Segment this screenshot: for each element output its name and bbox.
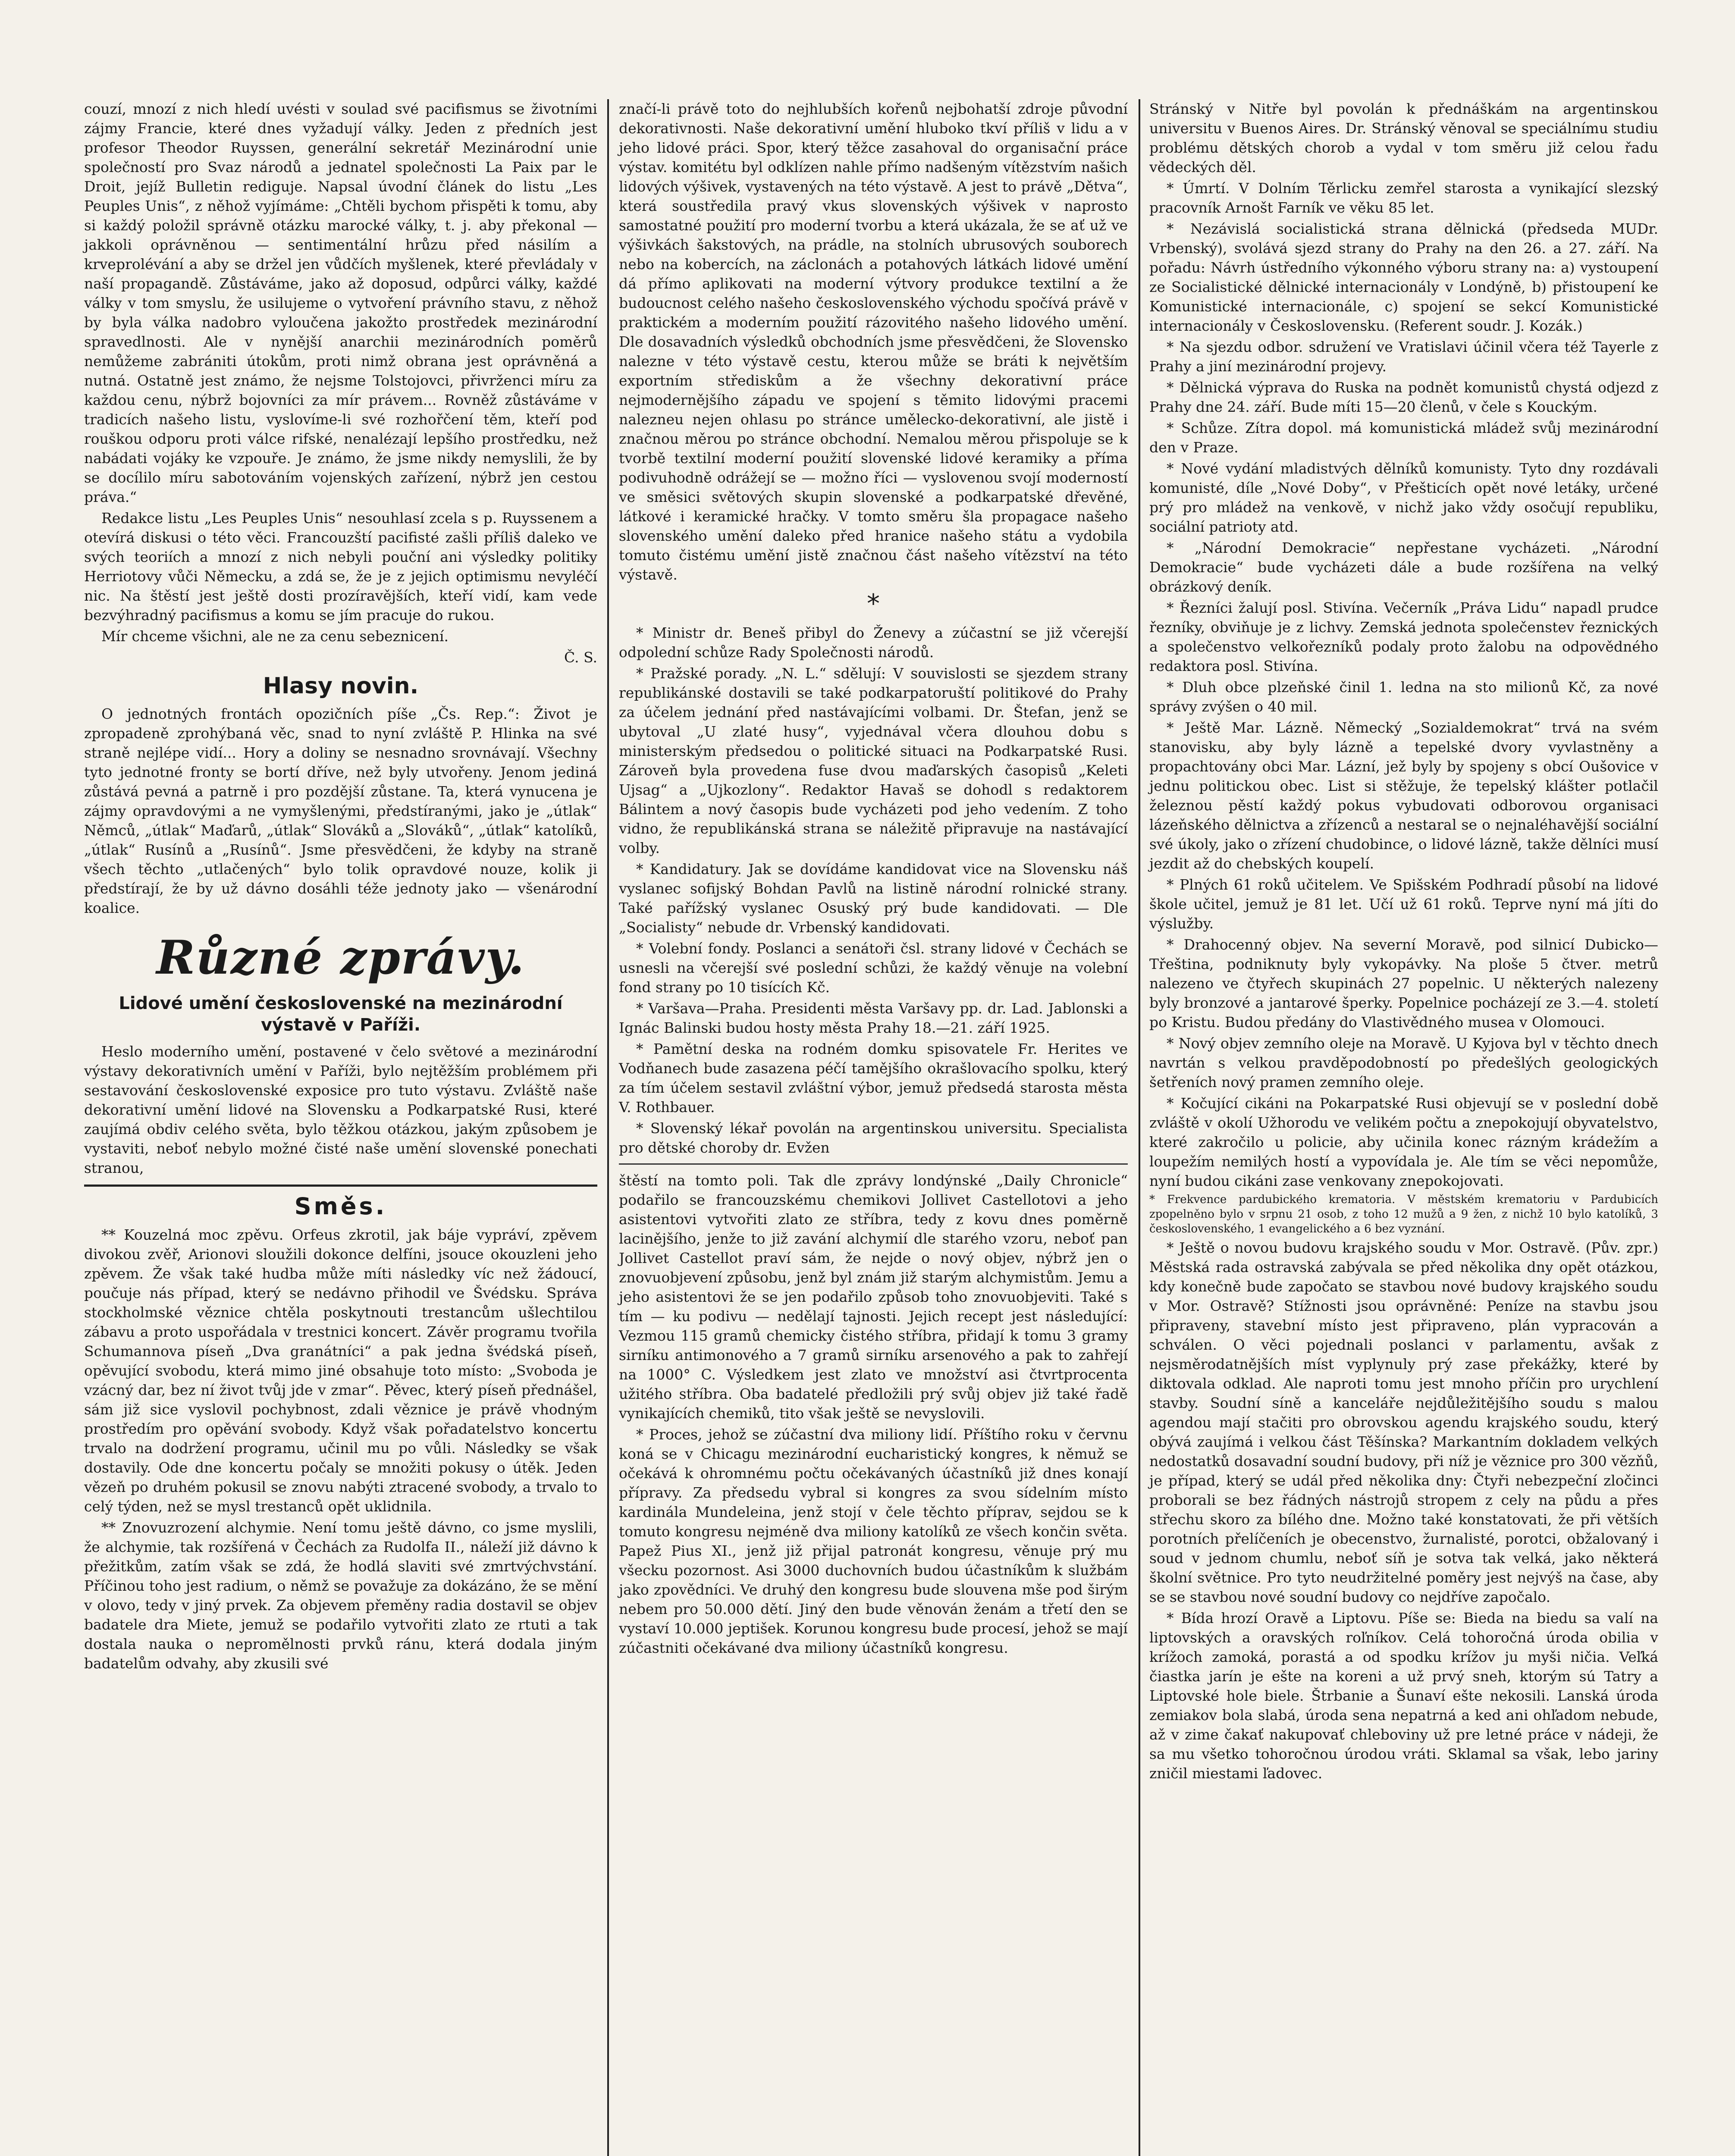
news-item: * Nezávislá socialistická strana dělnická (předseda MUDr. Vrbenský), svolává sjezd strany do Prahy na den 26. a 27. září. Na pořadu: Návrh ústředního výkonného výboru strany na: a) vystoupení ze Socialistické dělnické internacionály v Londýně, b) přistoupení ke Komunistické internacionále, c) spojení se sekcí Komunistické internacionály v Československu. (Referent soudr. J. Kozák.) — [1149, 220, 1658, 334]
news-item: * Ještě Mar. Lázně. Německý „Sozialdemokrat“ trvá na svém stanovisku, aby byly lázně a tepelské dvory vyvlastněny a propachtovány obci Mar. Lázní, jež byly by spojeny s obcí Oušovice v jednu politickou obec. List si stěžuje, že tepelský klášter potlačil železnou pěstí každý pokus vybudovati odborovou organisaci lázeňského dělnictva a zřízenců a nestaral se o nejnaléhavější sociální své úkoly, jako o zřízení chudobince, o lidové lázně, takže dělníci musí jezdit až do chebských koupelí. — [1149, 719, 1658, 872]
article-continuation: couzí, mnozí z nich hledí uvésti v soulad své pacifismus se životními zájmy Francie, které dnes vyžadují války. Jeden z předních jest profesor Theodor Ruyssen, generální sekretář Mezinárodní unie společností pro Svaz národů a jednatel společnosti La Paix par le Droit, jejíž Bulletin rediguje. Napsal úvodní článek do listu „Les Peuples Unis“, z něhož vyjímáme: „Chtěli bychom přispěti k tomu, aby si každý položil správně otázku marocké války, t. j. aby překonal — jakkoli oprávněnou — sentimentální hrůzu před násilím a krveprolévání a aby se držel jen vůdčích myšlenek, které převládaly v naší propagandě. Zůstáváme, jako až doposud, odpůrci války, každé války v tom smyslu, že usilujeme o vytvoření právního stavu, z něhož by byla válka nadobro vyloučena jakožto prostředek mezinárodní spravedlnosti. Ale v nynější anarchii mezinárodních poměrů nemůžeme zabrániti útokům, proti nimž obrana jest oprávněná a nutná. Ostatně jest známo, že nejsme Tolstojovci, přivrženci míru za každou cenu, nýbrž bojovníci za mír právem... Rovněž zůstáváme v tradicích našeho listu, vyslovíme-li své rozhořčení těm, kteří pod rouškou odporu proti válce rifské, nenalézají lepšího prostředku, než nabádati vojáky ke vzpouře. Je známo, že jsme nikdy nemyslili, že by se docílilo míru sabotováním vojenských zařízení, nýbrž jen cestou práva.“ — [84, 100, 597, 505]
section-divider — [84, 1185, 597, 1187]
news-item: * Ministr dr. Beneš přibyl do Ženevy a zúčastní se již včerejší odpolední schůze Rady Společnosti národů. — [619, 624, 1128, 661]
article-paragraph: ** Kouzelná moc zpěvu. Orfeus zkrotil, jak báje vypráví, zpěvem divokou zvěř, Arionovi sloužili dokonce delfíni, jsouce okouzleni jeho zpěvem. Že však také hudba může míti následky víc než žádoucí, poučuje nás případ, který se nedávno přihodil ve Švédsku. Správa stockholmské věznice chtěla poskytnouti trestancům ušlechtilou zábavu a proto uspořádala v trestnici koncert. Závěr programu tvořila Schumannova píseň „Dva granátníci“ a pak jedna švédská píseň, opěvující svobodu, která mimo jiné obsahuje toto místo: „Svoboda je vzácný dar, bez ní život tvůj jde v zmar“. Pěvec, který píseň přednášel, sám již sice vyslovil pochybnost, zdali věznice je právě vhodným prostředím pro opěvání svobody. Když však pořadatelstvo koncertu trvalo na dodržení programu, učinil mu po vůli. Následky se však dostavily. Ode dne koncertu počaly se množiti pokusy o útěk. Jeden vězeň po druhém pokusil se znovu nabýti ztracené svobody, a trvalo to celý týden, než se mysl trestanců opět uklidnila. — [84, 1226, 597, 1515]
news-item: * Na sjezdu odbor. sdružení ve Vratislavi účinil včera též Tayerle z Prahy a jiní mezinárodní projevy. — [1149, 338, 1658, 375]
article-paragraph: Mír chceme všichni, ale ne za cenu sebeznicení. — [101, 628, 449, 645]
article-paragraph: ** Znovuzrození alchymie. Není tomu ještě dávno, co jsme myslili, že alchymie, tak rozšířená v Čechách za Rudolfa II., náleží již dávno k přežitkům, zatím však se zdá, že hodlá slaviti své zmrtvýchvstání. Příčinou toho jest radium, o němž se považuje za dokázáno, že se mění v olovo, tedy v jiný prvek. Za objevem přeměny radia dostavil se objev badatele dra Miete, jemuž se podařilo vytvořiti zlato ze rtuti a tak dostala nauka o nepromělnosti prvků ránu, která dodala jiným badatelům odvahy, aby zkusili své — [84, 1519, 597, 1672]
section-title-smes: Směs. — [294, 1193, 387, 1220]
column-divider — [1139, 99, 1140, 2156]
column-divider — [607, 99, 609, 2156]
news-item: * Úmrtí. V Dolním Těrlicku zemřel starosta a vynikající slezský pracovník Arnošt Farník ve věku 85 let. — [1149, 180, 1658, 216]
news-item: * Pamětní deska na rodném domku spisovatele Fr. Herites ve Vodňanech bude zasazena péčí tamějšího okrašlovacího spolku, který za tím účelem sestavil zvláštní výbor, jemuž předsedá starosta města V. Rothbauer. — [619, 1040, 1128, 1116]
news-item-small: * Frekvence pardubického krematoria. V městském krematoriu v Pardubicích zpopelněno bylo v srpnu 21 osob, z toho 12 mužů a 9 žen, z nichž 10 bylo katolíků, 3 československého, 1 evangelického a 6 bez vyznání. — [1149, 1193, 1658, 1235]
article-signature: Č. S. — [564, 649, 597, 666]
news-item: * Řezníci žalují posl. Stivína. Večerník „Práva Lidu“ napadl prudce řezníky, obviňuje je z lichvy. Zemská jednota společenstev řeznických a společenstvo velkořezníků podaly proto žalobu na odpovědného redaktora posl. Stivína. — [1149, 599, 1658, 674]
section-title-hlasy-novin: Hlasy novin. — [263, 673, 419, 699]
news-item: * „Národní Demokracie“ nepřestane vycházeti. „Národní Demokracie“ bude vycházeti dále a bude rozšířena na velký obrázkový deník. — [1149, 539, 1658, 595]
column-1 — [84, 99, 597, 1675]
article-paragraph: Heslo moderního umění, postavené v čelo světové a mezinárodní výstavy dekorativních umění v Paříži, bylo nejtěžším problémem při sestavování československé exposice pro tuto výstavu. Zvláště naše dekorativní umění lidové na Slovensku a Podkarpatské Rusi, které zaujímá obdiv celého světa, bylo těžkou otázkou, jakým způsobem je vystaviti, neboť nebylo možné čisté naše umění slovenské ponechati stranou, — [84, 1043, 597, 1176]
news-item: * Dluh obce plzeňské činil 1. ledna na sto milionů Kč, za nové správy zvýšen o 40 mil. — [1149, 679, 1658, 715]
news-item: * Plných 61 roků učitelem. Ve Spišském Podhradí působí na lidové škole učitel, jemuž je 81 let. Učí už 61 roků. Teprve nyní má jíti do výslužby. — [1149, 876, 1658, 932]
article-paragraph: O jednotných frontách opozičních píše „Čs. Rep.“: Život je zpropadeně zprohýbaná věc, snad to nyní zvláště P. Hlinka na své straně nejlépe vidí... Hory a doliny se nesnadno srovnávají. Všechny tyto jednotné fronty se bortí dříve, než byly utvořeny. Jenom jediná zůstává pevná a patrně i pro pozdější zůstane. Ta, která vynucena je zájmy opravdovými a ne vymyšlenými, předstíranými, jako je „útlak“ Němců, „útlak“ Maďarů, „útlak“ Slováků a „Slováků“, „útlak“ katolíků, „útlak“ Rusínů a „Rusínů“. Jsme přesvědčeni, že kdyby na straně všech těchto „utlačených“ bylo tolik opravdové nouze, kolik ji předstírají, že by už dávno dosáhli téže jednoty jako — všenárodní koalice. — [84, 705, 597, 916]
news-item: * Ještě o novou budovu krajského soudu v Mor. Ostravě. (Pův. zpr.) Městská rada ostravská zabývala se před několika dny opět otázkou, kdy konečně bude započato se stavbou nové budovy krajského soudu v Mor. Ostravě? Stížnosti jsou oprávněné: Peníze na stavbu jsou připraveny, stavební místo jest připraveno, plán vypracován a schválen. O věci pojednali poslanci v parlamentu, avšak z nejsměrodatnějších míst vyplynuly prý zase překážky, které by diktovala odklad. Ale naproti tomu jest mnoho příčin pro urychlení stavby. Soudní síně a kanceláře nejdůležitějšího soudu s malou agendou mají stačiti pro obrovskou agendu krajského soudu, který obývá zaujímá i velkou část Těšínska? Markantním dokladem velkých nedostatků dosavadní soudní budovy, při níž je věznice pro 300 vězňů, je případ, který se udál před několika dny: Čtyři nebezpeční zločinci proborali se bez řádných nástrojů stropem z cely na půdu a přes střechu skoro za bílého dne. Možno také konstatovati, že při větších porotních přelíčeních je obecenstvo, žurnalisté, porotci, obžalovaný i soud v jednom chumlu, neboť síň je sotva tak velká, jako některá školní světnice. Pro tyto neudržitelné poměry jest nejvýš na čase, aby se se stavbou nové soudní budovy co nejdříve započalo. — [1149, 1239, 1658, 1605]
news-item: * Dělnická výprava do Ruska na podnět komunistů chystá odjezd z Prahy dne 24. září. Bude míti 15—20 členů, v čele s Kouckým. — [1149, 379, 1658, 415]
news-item: * Pražské porady. „N. L.“ sdělují: V souvislosti se sjezdem strany republikánské dostavili se také podkarpatoruští politikové do Prahy za účelem jednání před nastávajícími volbami. Dr. Štefan, jenž se ubytoval „U zlaté husy“, vyjednával včera dlouhou dobu s ministerským předsedou o politické situaci na Podkarpatské Rusi. Zároveň byla provedena fuse dvou maďarských časopisů „Keleti Ujsag“ a „Ujkozlony“. Redaktor Havaš se dohodl s redaktorem Bálintem a nový časopis bude vycházeti pod jeho vedením. Z toho vidno, že republikánská strana se náležitě připravuje na nastávající volby. — [619, 665, 1128, 856]
article-continuation: značí-li právě toto do nejhlubších kořenů nejbohatší zdroje původní dekorativnosti. Naše dekorativní umění hluboko tkví příliš v lidu a v jeho lidové práci. Spor, který těžce zasahoval do organisační práce výstav. komitétu byl odklízen nahle přímo nadšeným vítězstvím našich lidových výšivek, vystavených na této výstavě. A jest to právě „Dětva“, která soustředila pravý vkus slovenských výšivek v naprosto samostatné použití pro moderní tvorbu a která ukázala, že se ať už ve výšivkách šakstových, na prádle, na stolních ubrusových souborech nebo na kobercích, na záclonách a potahových látkách lidové umění dá přímo aplikovati na moderní výtvory produkce textilní a že budoucnost celého našeho československého východu spočívá právě v praktickém a moderním použití rázovitého našeho lidového umění. Dle dosavadních výsledků obchodních jsme přesvědčeni, že Slovensko nalezne v této výstavě cestu, kterou může se bráti k největším exportním střediskům a že všechny dekorativní práce nejmodernějšího západu ve spojení s těmito lidovými pracemi nalezneu nejen ohlasu po stránce umělecko-dekorativní, ale jistě i značnou měrou po stránce obchodní. Nemalou měrou přispoluje se k tvorbě textilní moderní použití slovenské lidové keramiky a příma podivuhodně odrážejí se — možno říci — vyslovenou svojí moderností ve směsici světových skupin slovenské a podkarpatské dřevěné, látkové i keramické hračky. V tomto směru šla propagace našeho slovenského umění daleko před hranice našeho státu a vydobila tomuto čistému umění jistě značnou část našeho vítězství na této výstavě. — [619, 100, 1128, 583]
article-continuation: štěstí na tomto poli. Tak dle zprávy londýnské „Daily Chronicle“ podařilo se francouzskému chemikovi Jollivet Castellotovi a jeho asistentovi vytvořiti zlato ze stříbra, tedy z kovu dnes poměrně lacinějšího, jenže to již zavání alchymií dle starého vzoru, neboť pan Jollivet Castellot praví sám, že nejde o nový objev, nýbrž jen o znovuobjevení způsobu, jenž byl znám již starým alchymistům. Jemu a jeho asistentovi že se jen podařilo způsob toho znovuobjeviti. Také s tím — ku podivu — nedělají tajnosti. Jejich recept jest následující: Vezmou 115 gramů chemicky čistého stříbra, přidají k tomu 3 gramy sirníku antimonového a 7 gramů sirníku arsenového a pak to zahřejí na 1000° C. Výsledkem jest zlato ve množství asi čtvrtprocenta užitého stříbra. Oba badatelé předložili prý svůj objev již také řadě vynikajících chemiků, tito však ještě se nevyslovili. — [619, 1172, 1128, 1422]
news-item: * Slovenský lékař povolán na argentinskou universitu. Specialista pro dětské choroby dr. Evžen — [619, 1120, 1128, 1156]
section-divider — [619, 1163, 1128, 1165]
news-item: * Nový objev zemního oleje na Moravě. U Kyjova byl v těchto dnech navrtán s velkou pravděpodobností po předešlých geologických šetřeních nový pramen zemního oleje. — [1149, 1035, 1658, 1091]
news-item: * Volební fondy. Poslanci a senátoři čsl. strany lidové v Čechách se usnesli na včerejší své poslední schůzi, že každý věnuje na volební fond strany po 10 tisících Kč. — [619, 940, 1128, 996]
column-3 — [1149, 99, 1658, 1785]
column-2 — [619, 99, 1128, 1659]
newspaper-page — [84, 99, 1658, 2156]
article-headline: Lidové umění československé na mezinárodní výstavě v Paříži. — [119, 993, 563, 1035]
news-item: * Bída hrozí Oravě a Liptovu. Píše se: Bieda na biedu sa valí na liptovských a oravských roľníkov. Celá tohoročná úroda obilia v krížoch zamoká, porastá a od spodku krížov ju myši ničia. Veľká čiastka jarín je ešte na koreni a už prvý sneh, ktorým sú Tatry a Liptovské hole biele. Štrbanie a Šunaví ešte nekosili. Lanská úroda zemiakov bola slabá, úroda sena nepatrná a ked ani ohľadom nebude, až v zime čakať nakupovať chleboviny už pre letné práce v nádeji, že sa mu všetko tohoročnou úrodou vráti. Sklamal sa však, lebo jariny zničil miestami ľadovec. — [1149, 1610, 1658, 1782]
news-item: * Nové vydání mladistvých dělníků komunisty. Tyto dny rozdávali komunisté, díle „Nové Doby“, v Přešticích opět nové letáky, určené prý pro mládež na venkově, v nichž jako vždy osočují republiku, sociální patrioty atd. — [1149, 460, 1658, 535]
news-item: * Schůze. Zítra dopol. má komunistická mládež svůj mezinárodní den v Praze. — [1149, 420, 1658, 456]
news-item: * Varšava—Praha. Presidenti města Varšavy pp. dr. Lad. Jablonski a Ignác Balinski budou hosty města Prahy 18.—21. září 1925. — [619, 1000, 1128, 1036]
separator-asterisk: * — [867, 589, 880, 619]
article-paragraph: Redakce listu „Les Peuples Unis“ nesouhlasí zcela s p. Ruyssenem a otevírá diskusi o této věci. Francouzští pacifisté zašli příliš daleko ve svých teoriích a mnozí z nich nebyli pouční ani výsledky politiky Herriotovy vůči Německu, a zdá se, že je z jejich optimismu nevyléčí nic. Na štěstí jest ještě dosti prozíravějších, kteří vidí, kam vede bezvýhradný pacifismus a komu se jím pracuje do rukou. — [84, 510, 597, 624]
article-continuation: Stránský v Nitře byl povolán k přednáškám na argentinskou universitu v Buenos Aires. Dr. Stránský věnoval se speciálnímu studiu problému dětských chorob a vydal v tom směru již celou řadu vědeckých děl. — [1149, 100, 1658, 175]
news-item: * Kočující cikáni na Pokarpatské Rusi objevují se v poslední době zvláště v okolí Užhorodu ve velikém počtu a znepokojují obyvatelstvo, které zakročilo u policie, aby učinila konec rázným krádežím a loupežím nemilých hostí a vypovídala je. Ale tím se věci nepomůže, nyní budou cikáni zase venkovany znepokojovati. — [1149, 1095, 1658, 1189]
news-item: * Drahocenný objev. Na severní Moravě, pod silnicí Dubicko—Třeština, podniknuty byly vykopávky. Na ploše 5 čtver. metrů nalezeno ve čtyřech skupinách 27 popelnic. U některých nalezeny byly bronzové a jantarové šperky. Popelnice pocházejí ze 3.—4. století po Kristu. Budou předány do Vlastivědného musea v Olomouci. — [1149, 936, 1658, 1031]
news-item: * Proces, jehož se zúčastní dva miliony lidí. Příštího roku v červnu koná se v Chicagu mezinárodní eucharistický kongres, k němuž se očekává k ohromnému počtu očekávaných účastníků již dnes konají přípravy. Za předsedu vybral si kongres za svou sídelním místo kardinála Mundeleina, jenž stojí v čele těchto příprav, sejdou se k tomuto kongresu nejméně dva miliony katolíků ze všech končin světa. Papež Pius XI., jenž již přijal patronát kongresu, věnuje prý mu všecku pozornost. Asi 3000 duchovních budou účastníkům k službám jako zpovědníci. Ve druhý den kongresu bude slouvena mše pod širým nebem pro 50.000 dětí. Jiný den bude věnován ženám a třetí den se vystaví 10.000 jeptišek. Korunou kongresu bude procesí, jehož se mají zúčastniti očekávané dva miliony účastníků kongresu. — [619, 1426, 1128, 1656]
news-item: * Kandidatury. Jak se dovídáme kandidovat vice na Slovensku náš vyslanec sofijský Bohdan Pavlů na listině národní rolnické strany. Také pařížský vyslanec Osuský prý bude kandidovati. — Dle „Socialisty“ nebude dr. Vrbenský kandidovati. — [619, 861, 1128, 936]
section-title-ruzne-zpravy: Různé zprávy. — [156, 931, 525, 985]
